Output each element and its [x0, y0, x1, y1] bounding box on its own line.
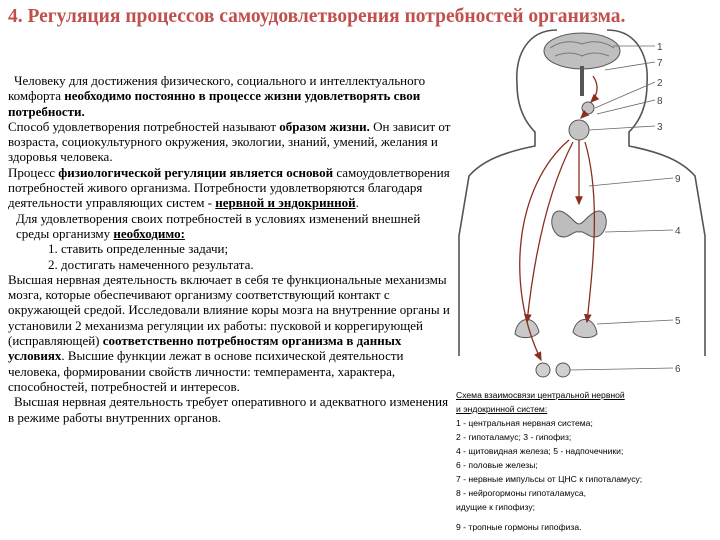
text-span: Высшая нервная деятельность включает в себя те функциональные механизмы мозга, которые обеспечивают организму соответствующий контакт с окружающей средой. Исследовали влияние коры мозга на внутренние органы и установили 2 механизма регуляции их работы: пусковой и коррегирующей (исправляющей)	[8, 271, 450, 349]
emphasis-text: необходимо:	[113, 225, 185, 241]
hypothalamus-icon	[582, 102, 594, 114]
label-1: 1	[657, 42, 663, 53]
label-2: 2	[657, 78, 663, 89]
text-span: . Высшие функции лежат в основе психической деятельности человека, формировании свойств личности: темперамента, характера, способностей, потребностей и интересов.	[8, 348, 404, 394]
label-4: 4	[675, 226, 681, 237]
diagram-legend	[456, 388, 718, 534]
adrenal-right-icon	[573, 319, 597, 337]
text-span: Процесс	[8, 164, 59, 180]
label-7: 7	[657, 58, 663, 69]
emphasis-text: физиологической регуляции является основой	[58, 164, 334, 180]
label-3: 3	[657, 122, 663, 133]
legend-line: 7 - нервные импульсы от ЦНС к гипоталамусу;	[456, 474, 643, 484]
endocrine-diagram	[455, 26, 720, 386]
text-span: Он зависит от возраста, социокультурного окружения, экологии, знаний, умений, желания и здоровья человека.	[8, 118, 451, 165]
paragraph-lifestyle	[8, 119, 454, 165]
brain-icon	[544, 33, 620, 96]
emphasis-text: образом жизни.	[279, 118, 370, 134]
legend-line: 2 - гипоталамус; 3 - гипофиз;	[456, 432, 572, 442]
text-span: Для удовлетворения своих потребностей в условиях изменений внешней среды организму	[16, 210, 421, 241]
label-6: 6	[675, 364, 681, 375]
legend-line: 8 - нейрогормоны гипоталамуса,	[456, 488, 587, 498]
emphasis-text: необходимо постоянно в процессе жизни удовлетворять свои потребности.	[8, 88, 421, 119]
thyroid-icon	[552, 211, 606, 237]
text-span: самоудовлетворения потребностей живого организма. Потребности удовлетворяются благодаря деятельности управляющих систем -	[8, 164, 450, 211]
label-5: 5	[675, 316, 681, 327]
slide-title: 4. Регуляция процессов самоудовлетворения потребностей организма.	[8, 6, 626, 27]
paragraph-regulation	[8, 165, 454, 211]
label-8: 8	[657, 96, 663, 107]
paragraph-hnd	[8, 272, 454, 394]
legend-line: 9 - тропные гормоны гипофиза.	[456, 522, 582, 532]
label-9: 9	[675, 174, 681, 185]
emphasis-text: соответственно потребностям организма в данных условиях	[8, 333, 402, 364]
gonad-right-icon	[556, 363, 570, 377]
text-span: Человеку для достижения физического, социального и интеллектуального комфорта	[8, 73, 426, 104]
paragraph-final: Высшая нервная деятельность требует оперативного и адекватного изменения в режиме работы внутренних органов.	[8, 394, 449, 425]
legend-line: идущие к гипофизу;	[456, 502, 536, 512]
paragraph-needs	[8, 211, 454, 242]
text-span: Способ удовлетворения потребностей называют	[8, 118, 280, 134]
legend-line: 4 - щитовидная железа; 5 - надпочечники;	[456, 446, 624, 456]
legend-line: 1 - центральная нервная система;	[456, 418, 593, 428]
pituitary-icon	[569, 120, 589, 140]
list-item-2: 2. достигать намеченного результата.	[48, 256, 254, 272]
main-text	[8, 73, 454, 425]
legend-caption: Схема взаимосвязи центральной нервной	[456, 390, 625, 400]
legend-line: 6 - половые железы;	[456, 460, 538, 470]
emphasis-text: нервной и эндокринной	[215, 195, 356, 211]
gonad-left-icon	[536, 363, 550, 377]
legend-caption-2: и эндокринной систем:	[456, 404, 548, 414]
list-item-1: 1. ставить определенные задачи;	[48, 241, 229, 257]
text-span: .	[355, 195, 359, 211]
paragraph-comfort	[8, 73, 454, 119]
